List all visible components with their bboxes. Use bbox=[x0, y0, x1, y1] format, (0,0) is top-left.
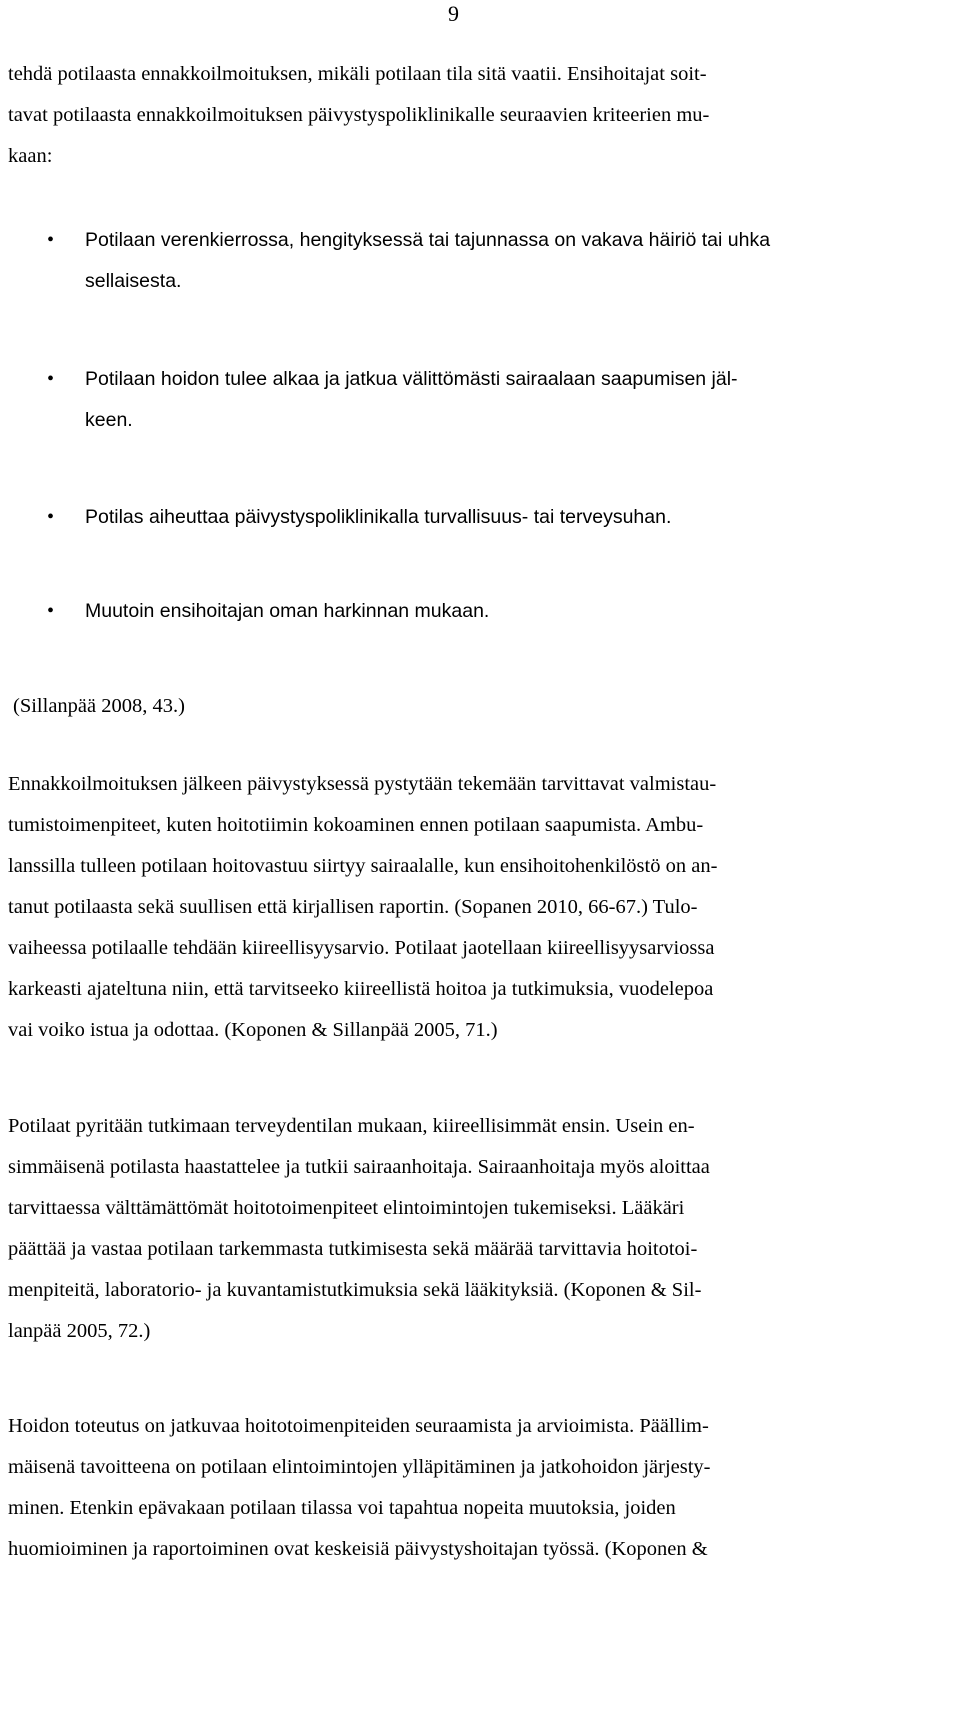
text-line: Hoidon toteutus on jatkuvaa hoitotoimenpiteiden seuraamista ja arvioimista. Päällim- bbox=[8, 1415, 709, 1437]
page-number: 9 bbox=[448, 1, 459, 26]
bullet-line: Potilaan verenkierrossa, hengityksessä tai tajunnassa on vakava häiriö tai uhka bbox=[85, 229, 771, 251]
bullet-line: Muutoin ensihoitajan oman harkinnan mukaan. bbox=[85, 600, 490, 622]
bullet-line: sellaisesta. bbox=[85, 270, 182, 292]
text-line: simmäisenä potilasta haastattelee ja tutkii sairaanhoitaja. Sairaanhoitaja myös aloittaa bbox=[8, 1156, 710, 1178]
paragraph-1 bbox=[8, 764, 717, 1051]
citation: (Sillanpää 2008, 43.) bbox=[13, 695, 185, 717]
bullet-icon: • bbox=[47, 368, 55, 390]
text-line: tarvittaessa välttämättömät hoitotoimenpiteet elintoimintojen tukemiseksi. Lääkäri bbox=[8, 1197, 685, 1219]
text-line: huomioiminen ja raportoiminen ovat keskeisiä päivystyshoitajan työssä. (Koponen & bbox=[8, 1538, 708, 1560]
text-line: lanssilla tulleen potilaan hoitovastuu siirtyy sairaalalle, kun ensihoitohenkilöstö on an- bbox=[8, 855, 718, 877]
intro-paragraph bbox=[8, 54, 709, 177]
text-line: Ennakkoilmoituksen jälkeen päivystyksessä pystytään tekemään tarvittavat valmistau- bbox=[8, 773, 717, 795]
text-line: menpiteitä, laboratorio- ja kuvantamistutkimuksia sekä lääkityksiä. (Koponen & Sil- bbox=[8, 1279, 702, 1301]
bullet-line: Potilaan hoidon tulee alkaa ja jatkua välittömästi sairaalaan saapumisen jäl- bbox=[85, 368, 738, 390]
bullet-icon: • bbox=[47, 229, 55, 251]
text-line: tanut potilaasta sekä suullisen että kirjallisen raportin. (Sopanen 2010, 66-67.) Tulo- bbox=[8, 896, 698, 918]
text-line: mäisenä tavoitteena on potilaan elintoimintojen ylläpitäminen ja jatkohoidon järjesty- bbox=[8, 1456, 711, 1478]
text-line: kaan: bbox=[8, 145, 53, 167]
paragraph-2 bbox=[8, 1106, 710, 1352]
text-line: karkeasti ajateltuna niin, että tarvitseeko kiireellistä hoitoa ja tutkimuksia, vuodelepoa bbox=[8, 978, 714, 1000]
text-line: vai voiko istua ja odottaa. (Koponen & Sillanpää 2005, 71.) bbox=[8, 1019, 498, 1041]
text-line: minen. Etenkin epävakaan potilaan tilassa voi tapahtua nopeita muutoksia, joiden bbox=[8, 1497, 676, 1519]
bullet-icon: • bbox=[47, 600, 55, 622]
bullet-line: keen. bbox=[85, 409, 133, 431]
bullet-line: Potilas aiheuttaa päivystyspoliklinikalla turvallisuus- tai terveysuhan. bbox=[85, 506, 672, 528]
text-line: vaiheessa potilaalle tehdään kiireellisyysarvio. Potilaat jaotellaan kiireellisyysarviossa bbox=[8, 937, 715, 959]
text-line: tavat potilaasta ennakkoilmoituksen päivystyspoliklinikalle seuraavien kriteerien mu- bbox=[8, 104, 710, 126]
paragraph-3 bbox=[8, 1406, 711, 1570]
text-line: lanpää 2005, 72.) bbox=[8, 1320, 151, 1342]
bullet-icon: • bbox=[47, 506, 55, 528]
text-line: Potilaat pyritään tutkimaan terveydentilan mukaan, kiireellisimmät ensin. Usein en- bbox=[8, 1115, 695, 1137]
text-line: päättää ja vastaa potilaan tarkemmasta tutkimisesta sekä määrää tarvittavia hoitotoi- bbox=[8, 1238, 698, 1260]
text-line: tumistoimenpiteet, kuten hoitotiimin kokoaminen ennen potilaan saapumista. Ambu- bbox=[8, 814, 704, 836]
text-line: tehdä potilaasta ennakkoilmoituksen, mikäli potilaan tila sitä vaatii. Ensihoitajat soit- bbox=[8, 63, 707, 85]
